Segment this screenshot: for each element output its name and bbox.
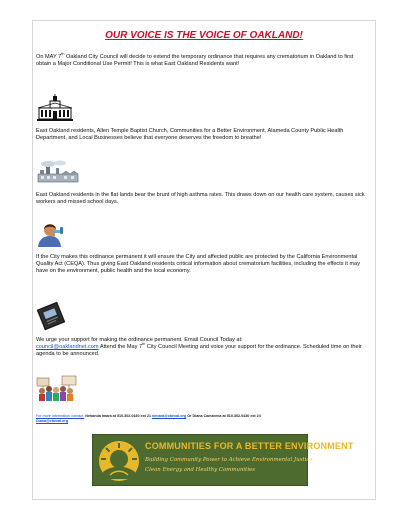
banner-tagline-2: Clean Energy and Healthy Communities [145, 467, 256, 473]
intro-sup: th [61, 52, 65, 57]
crowd-icon [36, 373, 78, 401]
asthma-paragraph: East Oakland residents in the flat lands bear the brunt of high asthma rates. This draws down on our health care system, causes sick workers and missed school days. [36, 192, 365, 206]
headline: OUR VOICE IS THE VOICE OF OAKLAND! [105, 30, 303, 41]
city-hall-icon [36, 94, 74, 122]
inhaler-child-icon [36, 221, 66, 247]
banner-tagline-1: Building Community Power to Achieve Environmental Justice, [145, 457, 315, 463]
cbe-banner [92, 434, 354, 486]
footer-label: For more information contact: [36, 414, 85, 418]
supporters-paragraph: East Oakland residents, Allen Temple Baptist Church, Communities for a Better Environment, Alameda County Public Health Department, and Local Businesses believe that everyone deserves the freedom to breathe! [36, 128, 344, 142]
intro-prefix: On MAY 7 [36, 54, 62, 60]
contact-email-b-link[interactable]: Diana@cbecal.org [36, 419, 69, 423]
intro-paragraph [36, 54, 366, 68]
contact-email-a-link[interactable]: nimara@cbecal.org [152, 414, 187, 418]
action-paragraph [36, 337, 366, 359]
footer-contact [36, 414, 366, 424]
sun-emblem-icon [97, 439, 141, 483]
footer-contact-b: Or Diana Camarena at 510.302.0430 ext 24 [186, 414, 261, 418]
banner-title: COMMUNITIES FOR A BETTER ENVIRONMENT [145, 441, 354, 451]
action-attend-rest: City Council Meeting and voice your support for the ordinance. Scheduled time on their agenda to be announced. [36, 344, 362, 358]
book-icon [36, 301, 66, 331]
intro-rest: Oakland City Council will decide to extend the temporary ordinance that requires any crematorium in Oakland to first obtain a Major Conditional Use Permit! This is what East Oakland Residents want! [36, 54, 354, 68]
council-email-link[interactable]: council@oaklandnet.com [36, 344, 99, 351]
action-attend-prefix: Attend the May 7 [98, 344, 143, 351]
industry-icon [36, 160, 80, 184]
action-sup: th [142, 342, 146, 347]
action-intro: We urge your support for making the ordinance permanent. Email Council Today at: [36, 337, 243, 343]
ceqa-paragraph: If the City makes this ordinance permanent it will ensure the City and affected public are protected by the California Environmental Quality Act (CEQA). Thus giving East Oakland residents critical information about crematorium facilities, including the effects it may have on the environment, public health and the local economy. [36, 254, 361, 275]
footer-contact-a: Nehanda Imara at 510.302.0430 ext 21 [84, 414, 153, 418]
